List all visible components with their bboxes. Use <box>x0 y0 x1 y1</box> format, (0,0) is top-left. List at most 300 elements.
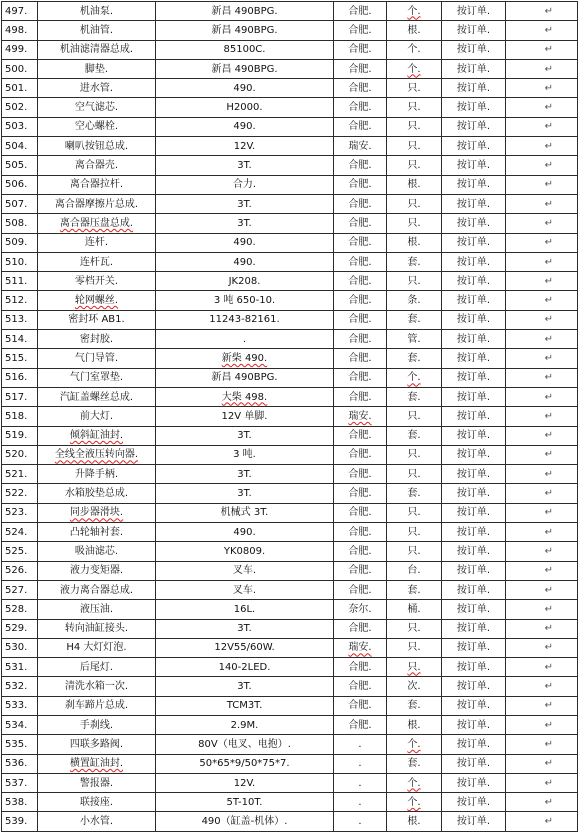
part-spec <box>156 658 334 677</box>
part-price-text: 按订单. <box>456 642 491 654</box>
return-mark: ↵ <box>544 507 553 519</box>
part-spec <box>156 214 334 233</box>
row-number <box>2 21 38 40</box>
part-spec-text: 叉车. <box>232 584 257 596</box>
return-mark: ↵ <box>544 758 553 770</box>
part-origin-text: 合肥. <box>348 5 372 17</box>
part-price <box>442 368 506 387</box>
row-number <box>2 330 38 349</box>
row-number <box>2 407 38 426</box>
table-row <box>2 272 578 291</box>
part-unit-text: 套. <box>407 758 421 770</box>
part-origin-text: 合肥. <box>348 44 372 56</box>
part-unit <box>387 175 442 194</box>
part-price <box>442 79 506 98</box>
part-unit-text: 只. <box>407 275 421 287</box>
part-unit-text: 套. <box>407 700 421 712</box>
part-spec <box>156 580 334 599</box>
part-name-text: 气门室罩垫. <box>69 372 124 384</box>
part-price <box>442 117 506 136</box>
part-spec-text: 490. <box>233 82 256 94</box>
part-spec-text: TCM3T. <box>226 700 263 712</box>
table-row <box>2 561 578 580</box>
part-price <box>442 465 506 484</box>
part-name-text: 水箱胶垫总成. <box>64 488 129 500</box>
part-origin <box>334 426 387 445</box>
part-spec-text: 5T-10T. <box>226 796 263 808</box>
part-spec-text: 12V. <box>233 140 256 152</box>
return-mark: ↵ <box>544 333 553 345</box>
part-price <box>442 330 506 349</box>
return-mark: ↵ <box>544 372 553 384</box>
part-origin-text: 合肥. <box>348 179 372 191</box>
part-name <box>38 407 156 426</box>
table-row <box>2 812 578 831</box>
return-mark-cell <box>506 137 578 156</box>
return-mark-cell <box>506 484 578 503</box>
row-number-text: 525. <box>5 545 28 557</box>
part-price <box>442 214 506 233</box>
part-origin <box>334 214 387 233</box>
table-row <box>2 291 578 310</box>
part-spec <box>156 79 334 98</box>
part-price <box>442 21 506 40</box>
return-mark: ↵ <box>544 82 553 94</box>
part-name-text: H4 大灯灯泡. <box>66 642 127 654</box>
part-price-text: 按订单. <box>456 661 491 673</box>
row-number <box>2 59 38 78</box>
part-unit <box>387 523 442 542</box>
part-name-text: 液力离合器总成. <box>59 584 134 596</box>
part-price <box>442 754 506 773</box>
part-name-text: 脚垫. <box>84 63 109 75</box>
part-name-text: 横置缸油封. <box>69 758 124 770</box>
part-price <box>442 349 506 368</box>
part-spec-text: 3 吨. <box>233 449 256 461</box>
part-unit <box>387 503 442 522</box>
return-mark: ↵ <box>544 642 553 654</box>
part-spec-text: 3T. <box>237 198 252 210</box>
part-origin <box>334 330 387 349</box>
part-price <box>442 137 506 156</box>
return-mark-cell <box>506 387 578 406</box>
table-row <box>2 21 578 40</box>
part-origin <box>334 349 387 368</box>
part-spec-text: 80V（电叉、电抱）. <box>198 738 291 750</box>
row-number <box>2 272 38 291</box>
part-origin <box>334 137 387 156</box>
part-name <box>38 252 156 271</box>
row-number-text: 505. <box>5 160 28 172</box>
part-spec <box>156 542 334 561</box>
part-origin-text: 合肥. <box>348 314 372 326</box>
part-price <box>442 175 506 194</box>
part-spec-text: 2.9M. <box>230 719 259 731</box>
part-unit-text: 只. <box>407 410 421 422</box>
row-number-text: 527. <box>5 584 28 596</box>
part-unit-text: 个. <box>407 5 421 17</box>
return-mark-cell <box>506 291 578 310</box>
part-spec <box>156 523 334 542</box>
part-origin-text: 合肥. <box>348 623 372 635</box>
part-price-text: 按订单. <box>456 24 491 36</box>
row-number-text: 503. <box>5 121 28 133</box>
return-mark-cell <box>506 445 578 464</box>
row-number-text: 531. <box>5 661 28 673</box>
part-price <box>442 542 506 561</box>
part-spec-text: 新昌 490BPG. <box>211 5 278 17</box>
return-mark: ↵ <box>544 468 553 480</box>
part-price-text: 按订单. <box>456 256 491 268</box>
part-origin-text: 合肥. <box>348 237 372 249</box>
part-name-text: 联接座. <box>79 796 114 808</box>
table-row <box>2 310 578 329</box>
part-spec-text: 140-2LED. <box>218 661 271 673</box>
part-unit-text: 个. <box>407 796 421 808</box>
part-name-text: 后尾灯. <box>79 661 114 673</box>
return-mark: ↵ <box>544 352 553 364</box>
part-spec-text: 3T. <box>237 217 252 229</box>
part-price-text: 按订单. <box>456 468 491 480</box>
part-unit <box>387 21 442 40</box>
part-price-text: 按订单. <box>456 314 491 326</box>
part-origin-text: 合肥. <box>348 275 372 287</box>
part-origin-text: 合肥. <box>348 661 372 673</box>
row-number-text: 532. <box>5 681 28 693</box>
return-mark-cell <box>506 156 578 175</box>
part-name-text: 气门导管. <box>74 352 119 364</box>
return-mark: ↵ <box>544 796 553 808</box>
return-mark-cell <box>506 773 578 792</box>
row-number <box>2 79 38 98</box>
part-origin-text: 合肥. <box>348 545 372 557</box>
part-spec-text: 叉车. <box>232 565 257 577</box>
return-mark: ↵ <box>544 661 553 673</box>
part-name-text: 机油泵. <box>79 5 114 17</box>
return-mark: ↵ <box>544 584 553 596</box>
part-price-text: 按订单. <box>456 63 491 75</box>
part-origin <box>334 175 387 194</box>
row-number-text: 507. <box>5 198 28 210</box>
table-row <box>2 175 578 194</box>
row-number-text: 523. <box>5 507 28 519</box>
part-origin <box>334 59 387 78</box>
row-number <box>2 465 38 484</box>
part-origin <box>334 98 387 117</box>
table-row <box>2 600 578 619</box>
part-spec-text: 3 吨 650-10. <box>213 295 276 307</box>
row-number <box>2 735 38 754</box>
part-origin-text: . <box>358 738 362 750</box>
return-mark-cell <box>506 368 578 387</box>
part-name <box>38 156 156 175</box>
part-name-text: 轮网螺丝. <box>74 295 119 307</box>
part-origin-text: . <box>358 816 362 828</box>
row-number <box>2 696 38 715</box>
part-name <box>38 773 156 792</box>
part-unit <box>387 117 442 136</box>
return-mark-cell <box>506 21 578 40</box>
part-origin-text: 合肥. <box>348 295 372 307</box>
part-unit-text: 只. <box>407 468 421 480</box>
part-name-text: 升降手柄. <box>74 468 119 480</box>
part-spec-text: 3T. <box>237 488 252 500</box>
part-origin <box>334 735 387 754</box>
part-spec-text: 490. <box>233 121 256 133</box>
part-spec <box>156 233 334 252</box>
part-origin-text: 合肥. <box>348 217 372 229</box>
part-price-text: 按订单. <box>456 584 491 596</box>
part-origin-text: 合肥. <box>348 372 372 384</box>
part-origin <box>334 233 387 252</box>
row-number <box>2 600 38 619</box>
row-number-text: 515. <box>5 352 28 364</box>
part-unit <box>387 40 442 59</box>
return-mark-cell <box>506 793 578 812</box>
part-unit-text: 只. <box>407 642 421 654</box>
row-number <box>2 542 38 561</box>
row-number <box>2 812 38 831</box>
part-name-text: 刹车蹄片总成. <box>64 700 129 712</box>
part-price <box>442 600 506 619</box>
part-name-text: 连杆瓦. <box>79 256 114 268</box>
part-origin <box>334 445 387 464</box>
part-spec-text: 11243-82161. <box>209 314 280 326</box>
part-origin <box>334 638 387 657</box>
part-price <box>442 580 506 599</box>
part-unit <box>387 484 442 503</box>
part-price-text: 按订单. <box>456 352 491 364</box>
part-unit-text: 个. <box>407 44 421 56</box>
row-number <box>2 252 38 271</box>
part-name <box>38 98 156 117</box>
part-name <box>38 523 156 542</box>
part-origin <box>334 252 387 271</box>
row-number-text: 506. <box>5 179 28 191</box>
part-origin <box>334 272 387 291</box>
part-spec <box>156 349 334 368</box>
part-unit <box>387 658 442 677</box>
part-price-text: 按订单. <box>456 449 491 461</box>
part-name <box>38 754 156 773</box>
part-price <box>442 291 506 310</box>
part-name <box>38 484 156 503</box>
row-number-text: 510. <box>5 256 28 268</box>
part-price-text: 按订单. <box>456 217 491 229</box>
part-name <box>38 542 156 561</box>
table-row <box>2 407 578 426</box>
table-row <box>2 252 578 271</box>
part-origin-text: 合肥. <box>348 565 372 577</box>
row-number-text: 538. <box>5 796 28 808</box>
part-origin <box>334 40 387 59</box>
part-unit-text: 根. <box>407 237 421 249</box>
table-row <box>2 330 578 349</box>
return-mark-cell <box>506 696 578 715</box>
part-origin-text: 合肥. <box>348 63 372 75</box>
row-number-text: 530. <box>5 642 28 654</box>
return-mark: ↵ <box>544 565 553 577</box>
part-name-text: 离合器摩擦片总成. <box>54 198 139 210</box>
part-name <box>38 619 156 638</box>
part-unit-text: 只. <box>407 507 421 519</box>
part-unit <box>387 638 442 657</box>
table-row <box>2 214 578 233</box>
return-mark-cell <box>506 175 578 194</box>
part-name-text: 四联多路阀. <box>69 738 124 750</box>
part-name <box>38 349 156 368</box>
part-origin-text: 合肥. <box>348 526 372 538</box>
table-row <box>2 658 578 677</box>
part-origin <box>334 407 387 426</box>
part-origin <box>334 754 387 773</box>
part-name-text: 密封胶. <box>79 333 114 345</box>
row-number-text: 517. <box>5 391 28 403</box>
part-name-text: 离合器压盘总成. <box>59 217 134 229</box>
part-price-text: 按订单. <box>456 816 491 828</box>
part-spec <box>156 21 334 40</box>
part-price-text: 按订单. <box>456 140 491 152</box>
part-name <box>38 330 156 349</box>
part-price <box>442 2 506 21</box>
part-price <box>442 658 506 677</box>
parts-table-body <box>2 2 578 832</box>
part-unit-text: 只. <box>407 217 421 229</box>
part-spec-text: 3T. <box>237 681 252 693</box>
part-unit-text: 套. <box>407 488 421 500</box>
return-mark: ↵ <box>544 488 553 500</box>
part-spec-text: 85100C. <box>223 44 266 56</box>
part-origin-text: 瑞安. <box>348 140 372 152</box>
row-number-text: 522. <box>5 488 28 500</box>
return-mark-cell <box>506 233 578 252</box>
part-unit <box>387 252 442 271</box>
part-unit <box>387 330 442 349</box>
part-unit-text: 条. <box>407 295 421 307</box>
table-row <box>2 98 578 117</box>
part-unit-text: 套. <box>407 352 421 364</box>
part-unit-text: 台. <box>407 565 421 577</box>
part-origin <box>334 715 387 734</box>
part-price <box>442 59 506 78</box>
part-spec <box>156 465 334 484</box>
row-number-text: 518. <box>5 410 28 422</box>
part-spec <box>156 619 334 638</box>
part-spec <box>156 773 334 792</box>
part-unit <box>387 233 442 252</box>
row-number-text: 502. <box>5 102 28 114</box>
part-price-text: 按订单. <box>456 488 491 500</box>
row-number-text: 498. <box>5 24 28 36</box>
part-price <box>442 812 506 831</box>
part-origin-text: 合肥. <box>348 449 372 461</box>
part-name <box>38 561 156 580</box>
table-row <box>2 523 578 542</box>
return-mark-cell <box>506 2 578 21</box>
part-unit-text: 管. <box>407 333 421 345</box>
part-origin <box>334 291 387 310</box>
part-origin <box>334 465 387 484</box>
part-unit <box>387 715 442 734</box>
row-number-text: 528. <box>5 603 28 615</box>
part-price-text: 按订单. <box>456 5 491 17</box>
return-mark-cell <box>506 310 578 329</box>
return-mark-cell <box>506 252 578 271</box>
part-origin <box>334 793 387 812</box>
return-mark: ↵ <box>544 198 553 210</box>
table-row <box>2 715 578 734</box>
part-price <box>442 426 506 445</box>
table-row <box>2 542 578 561</box>
part-origin <box>334 696 387 715</box>
part-price-text: 按订单. <box>456 295 491 307</box>
return-mark: ↵ <box>544 63 553 75</box>
row-number-text: 519. <box>5 430 28 442</box>
part-price <box>442 715 506 734</box>
part-origin <box>334 503 387 522</box>
part-spec <box>156 503 334 522</box>
return-mark-cell <box>506 407 578 426</box>
part-unit <box>387 137 442 156</box>
part-spec-text: 合力. <box>232 179 257 191</box>
row-number-text: 524. <box>5 526 28 538</box>
part-name-text: 机油管. <box>79 24 114 36</box>
return-mark-cell <box>506 619 578 638</box>
part-origin <box>334 117 387 136</box>
table-row <box>2 156 578 175</box>
part-unit-text: 只. <box>407 102 421 114</box>
return-mark-cell <box>506 330 578 349</box>
table-row <box>2 735 578 754</box>
part-name-text: 全线全液压转向器. <box>54 449 139 461</box>
table-row <box>2 194 578 213</box>
part-name-text: 空心螺栓. <box>74 121 119 133</box>
part-name <box>38 175 156 194</box>
part-origin-text: 合肥. <box>348 700 372 712</box>
part-price <box>442 272 506 291</box>
row-number <box>2 194 38 213</box>
table-row <box>2 79 578 98</box>
part-name <box>38 426 156 445</box>
part-spec <box>156 407 334 426</box>
part-spec-text: 490. <box>233 526 256 538</box>
part-spec <box>156 638 334 657</box>
row-number-text: 508. <box>5 217 28 229</box>
part-unit <box>387 677 442 696</box>
part-price-text: 按订单. <box>456 179 491 191</box>
return-mark: ↵ <box>544 449 553 461</box>
part-unit-text: 只. <box>407 449 421 461</box>
part-origin <box>334 194 387 213</box>
part-unit <box>387 349 442 368</box>
part-price <box>442 619 506 638</box>
part-price <box>442 773 506 792</box>
part-origin <box>334 677 387 696</box>
row-number <box>2 156 38 175</box>
part-unit-text: 只. <box>407 198 421 210</box>
row-number-text: 514. <box>5 333 28 345</box>
part-unit <box>387 465 442 484</box>
table-row <box>2 349 578 368</box>
row-number <box>2 233 38 252</box>
return-mark: ↵ <box>544 391 553 403</box>
return-mark: ↵ <box>544 700 553 712</box>
row-number <box>2 677 38 696</box>
part-unit-text: 只. <box>407 121 421 133</box>
return-mark: ↵ <box>544 275 553 287</box>
part-unit-text: 根. <box>407 24 421 36</box>
part-unit-text: 套. <box>407 256 421 268</box>
